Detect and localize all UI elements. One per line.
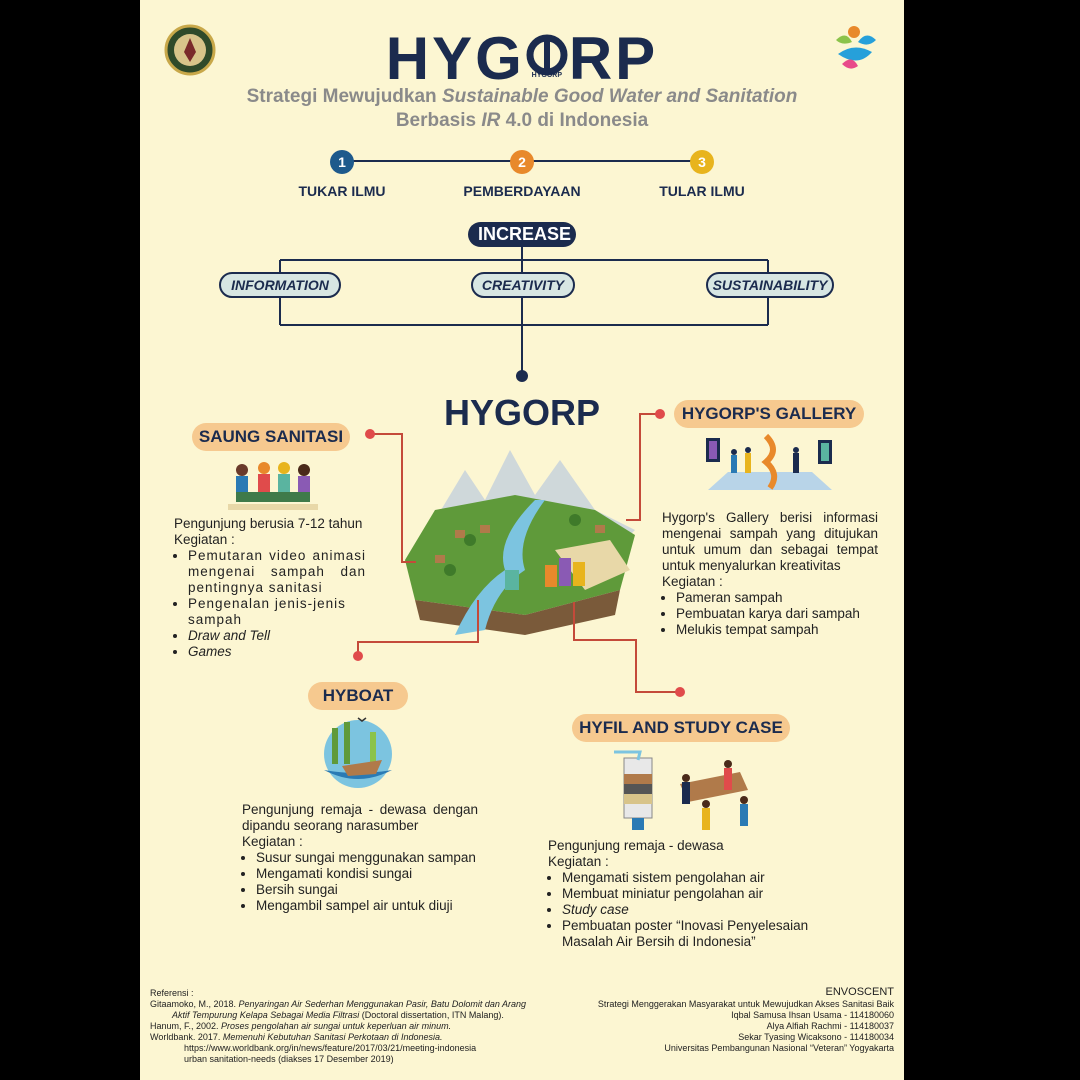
list-item: • Games [188,644,366,660]
team-name: ENVOSCENT [825,986,894,998]
pill-information: INFORMATION [219,272,341,298]
gallery-illustration [700,432,840,492]
hyboat-title: HYBOAT [308,682,408,710]
hyfil-list [548,870,828,950]
step-3-circle: 3 [690,150,714,174]
credits-line2: Iqbal Samusa Ihsan Usama - 114180060 [731,1010,894,1020]
list-item: • Pemutaran video animasi mengenai sampah dan pentingnya sanitasi [188,548,366,596]
saung-sanitasi-text [174,516,366,660]
step-2-label: PEMBERDAYAAN [463,183,581,199]
center-title: HYGORP [443,392,601,433]
increase-label: INCREASE [468,222,576,247]
step-2-circle: 2 [510,150,534,174]
children-illustration [228,458,318,510]
list-item: • Pameran sampah [676,590,878,606]
list-item: • Study case [562,902,828,918]
step-1-label: TUKAR ILMU [298,183,386,199]
reference-3-url: https://www.worldbank.org/in/news/feature/2017/03/21/meeting-indonesia [184,1043,477,1053]
references-heading: Referensi : [150,988,194,998]
list-item: • Pembuatan karya dari sampah [676,606,878,622]
saung-line2: Kegiatan : [174,532,235,547]
gallery-line2: Kegiatan : [662,574,723,589]
subtitle-line2: Berbasis IR 4.0 di Indonesia [395,110,649,131]
credits-line5: Universitas Pembangunan Nasional “Veteran” Yogyakarta [664,1043,894,1053]
reference-2: Hanum, F., 2002. Proses pengolahan air sungai untuk keperluan air minum. [150,1021,452,1031]
hyboat-desc: Pengunjung remaja - dewasa dengan dipandu seorang narasumber [242,802,478,833]
saung-line1: Pengunjung berusia 7-12 tahun [174,516,363,531]
filter-illustration [610,744,760,834]
list-item: • Bersih sungai [256,882,478,898]
poster-title: HYG HYGORP RP [385,25,659,92]
hyboat-list [242,850,478,914]
step-3-label: TULAR ILMU [659,183,745,199]
list-item: • Susur sungai menggunakan sampan [256,850,478,866]
list-item: • Pembuatan poster “Inovasi Penyelesaian Masalah Air Bersih di Indonesia” [562,918,828,950]
gallery-text [662,510,878,638]
step-1-circle: 1 [330,150,354,174]
list-item: • Membuat miniatur pengolahan air [562,886,828,902]
hyfil-title: HYFIL AND STUDY CASE [572,714,790,742]
list-item: • Melukis tempat sampah [676,622,878,638]
list-item: • Mengambil sampel air untuk diuji [256,898,478,914]
hyboat-text [242,802,478,914]
hyfil-line1: Pengunjung remaja - dewasa [548,838,724,853]
poster [140,0,904,1080]
references [150,988,550,1065]
saung-list [174,548,366,660]
reference-3: Worldbank. 2017. Memenuhi Kebutuhan Sanitasi Perkotaan di Indonesia. [150,1032,443,1042]
credits-line4: Sekar Tyasing Wicaksono - 114180034 [738,1032,894,1042]
hyboat-line2: Kegiatan : [242,834,303,849]
gallery-desc: Hygorp's Gallery berisi informasi mengenai sampah yang ditujukan untuk umum dan sebagai tempat untuk menyalurkan kreativitas [662,510,878,573]
credits-line3: Alya Alfiah Rachmi - 114180037 [766,1021,894,1031]
credits [544,986,894,1054]
subtitle-line1: Strategi Mewujudkan Sustainable Good Water and Sanitation [246,86,798,107]
saung-sanitasi-title: SAUNG SANITASI [192,423,350,451]
pill-sustainability: SUSTAINABILITY [706,272,834,298]
hyfil-line2: Kegiatan : [548,854,609,869]
list-item: • Mengamati sistem pengolahan air [562,870,828,886]
list-item: • Mengamati kondisi sungai [256,866,478,882]
pill-creativity: CREATIVITY [471,272,575,298]
gallery-list [662,590,878,638]
list-item: • Draw and Tell [188,628,366,644]
reference-1: Gitaamoko, M., 2018. Penyaringan Air Sederhan Menggunakan Pasir, Batu Dolomit dan Arang [150,999,527,1009]
boat-illustration [318,714,398,790]
hyfil-text [548,838,828,950]
reference-1-cont: Aktif Tempurung Kelapa Sebagai Media Filtrasi (Doctoral dissertation, ITN Malang). [172,1010,504,1020]
gallery-title: HYGORP'S GALLERY [674,400,864,428]
list-item: • Pengenalan jenis-jenis sampah [188,596,366,628]
credits-line1: Strategi Menggerakan Masyarakat untuk Mewujudkan Akses Sanitasi Baik [597,999,894,1009]
title-logo-o: HYGORP [525,28,569,76]
reference-3-url-cont: urban sanitation-needs (diakses 17 Desember 2019) [184,1054,394,1064]
